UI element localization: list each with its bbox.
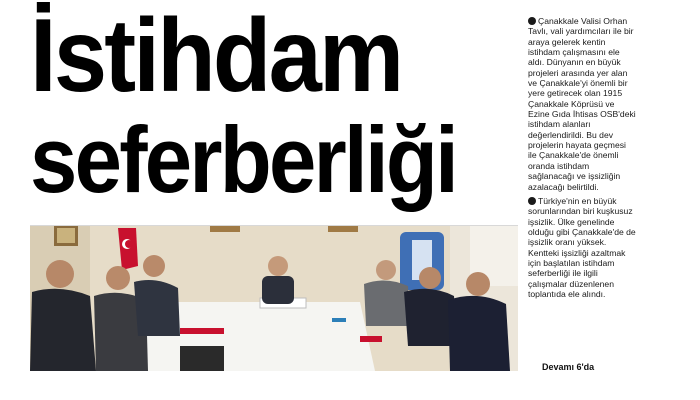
bullet-icon <box>528 197 536 205</box>
paragraph-1 <box>528 16 636 192</box>
headline-line-1: İstihdam <box>30 0 402 114</box>
meeting-photo <box>30 225 518 371</box>
article-text-column <box>528 16 636 299</box>
paragraph-1-text: Çanakkale Valisi Orhan Tavlı, vali yardımcıları ile bir araya gelerek kentin istihdam çalışmasını ele aldı. Dünyanın en büyük projeleri arasında yer alan ve Çanakkale'yi önemli bir yere getirecek olan 1915 Çanakkale Köprüsü ve Ezine Gıda İhtisas OSB'deki istihdam alanları değerlendirildi. Bu dev projelerin hayata geçmesi ile Çanakkale'de önemli oranda istihdam sağlanacağı ve işsizliğin azalacağı belirtildi. <box>528 16 636 192</box>
bullet-icon <box>528 17 536 25</box>
continued-link[interactable]: Devamı 6'da <box>542 362 595 372</box>
paragraph-2-text: Türkiye'nin en büyük sorunlarından biri kuşkusuz işsizlik. Ülke genelinde olduğu gibi Çanakkale'de de işsizlik oranı yüksek. Kentteki işsizliği azaltmak için başlatılan istihdam seferberliği ile ilgili çalışmalar düzenlenen toplantıda ele alındı. <box>528 195 636 299</box>
paragraph-2 <box>528 196 636 299</box>
headline-line-2: seferberliği <box>30 107 457 212</box>
